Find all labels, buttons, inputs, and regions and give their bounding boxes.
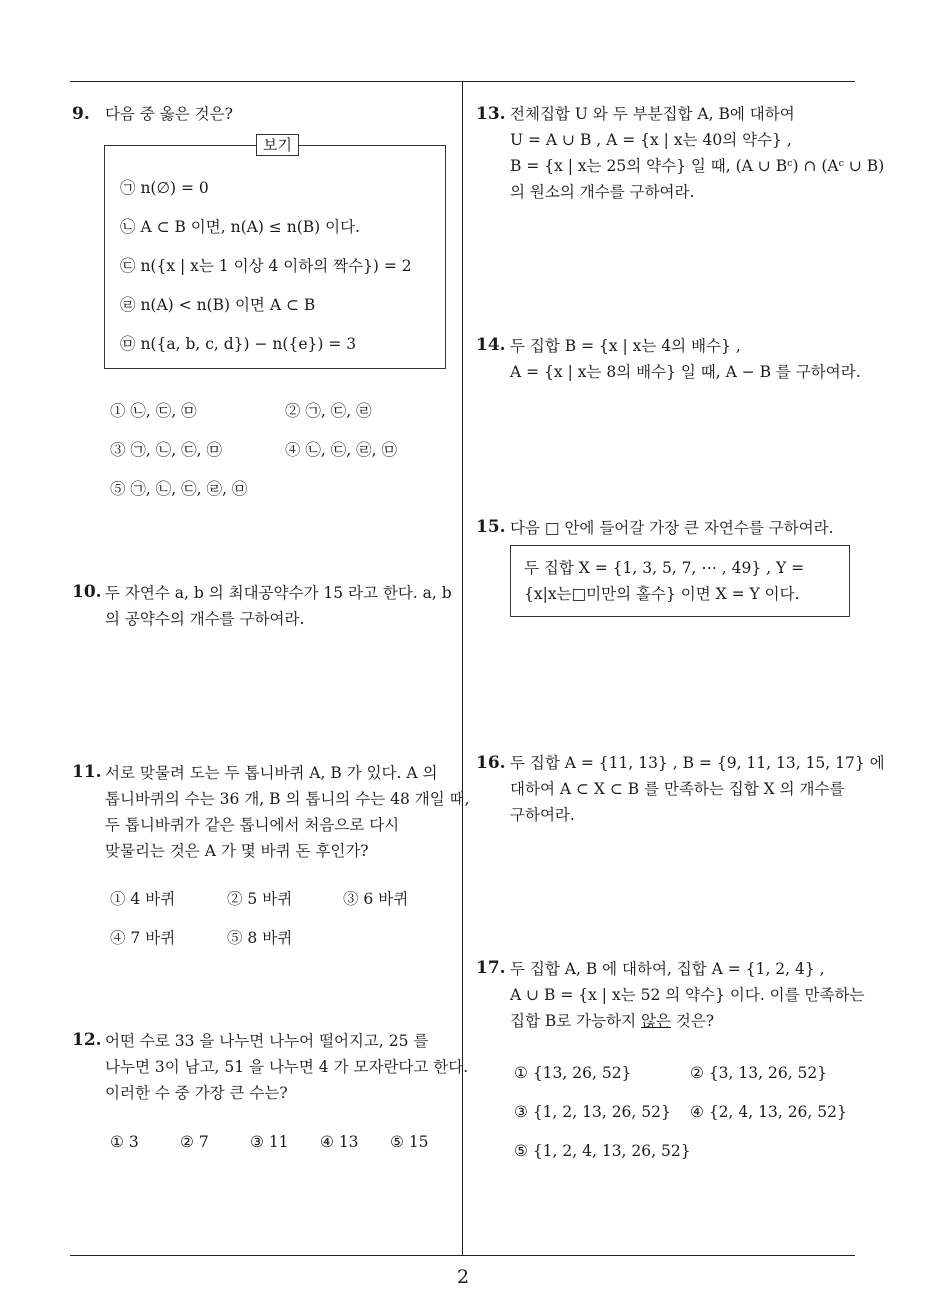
question-line: 서로 맞물려 도는 두 톱니바퀴 A, B 가 있다. A 의 [105,764,438,782]
item-mark: ㉢ [120,257,136,275]
box-line: {x|x는□미만의 홀수} 이면 X = Y 이다. [524,585,800,603]
question-number: 12. [72,1030,102,1050]
question-line: 두 집합 B = {x | x는 4의 배수} , [510,337,741,355]
item-text: n({a, b, c, d}) − n({e}) = 3 [140,335,357,353]
question-number: 13. [476,104,506,124]
question-line: B = {x | x는 25의 약수} 일 때, (A ∪ Bᶜ) ∩ (Aᶜ ∪ B) [510,157,885,175]
bogi-item [120,334,356,354]
choice-3[interactable]: ③ 11 [250,1133,289,1151]
bogi-item [120,217,360,237]
question-line: 전체집합 U 와 두 부분집합 A, B에 대하여 [510,105,795,123]
question-line: 두 집합 A, B 에 대하여, 집합 A = {1, 2, 4} , [510,960,825,978]
bogi-label: 보기 [256,134,299,156]
bogi-item [120,295,315,315]
choice-4[interactable]: ④ 7 바퀴 [110,929,176,947]
choice-5[interactable]: ⑤ 8 바퀴 [227,929,293,947]
bottom-rule [70,1255,855,1256]
choice-4[interactable]: ④ 13 [320,1133,359,1151]
line-text: 것은? [670,1012,715,1030]
question-number: 11. [72,762,102,782]
item-mark: ㉡ [120,218,136,236]
question-line: 대하여 A ⊂ X ⊂ B 를 만족하는 집합 X 의 개수를 [510,780,845,798]
question-number: 9. [72,104,90,124]
bogi-item [120,178,209,198]
choice-3[interactable]: ③ {1, 2, 13, 26, 52} [514,1103,671,1121]
choice-1[interactable]: ① {13, 26, 52} [514,1064,632,1082]
choice-5[interactable]: ⑤ ㉠, ㉡, ㉢, ㉣, ㉤ [110,480,248,498]
item-text: A ⊂ B 이면, n(A) ≤ n(B) 이다. [140,218,360,236]
choice-4[interactable]: ④ {2, 4, 13, 26, 52} [690,1103,847,1121]
choice-5[interactable]: ⑤ 15 [390,1133,429,1151]
choice-2[interactable]: ② {3, 13, 26, 52} [690,1064,828,1082]
bogi-item [120,256,412,276]
question-stem: 다음 □ 안에 들어갈 가장 큰 자연수를 구하여라. [510,519,834,537]
choice-1[interactable]: ① 4 바퀴 [110,890,176,908]
question-number: 16. [476,753,506,773]
underlined-word: 않은 [640,1012,671,1030]
question-line: U = A ∪ B , A = {x | x는 40의 약수} , [510,131,792,149]
question-stem: 다음 중 옳은 것은? [105,105,233,123]
column-divider [462,82,463,1256]
question-line: 의 공약수의 개수를 구하여라. [105,610,305,628]
question-line: A = {x | x는 8의 배수} 일 때, A − B 를 구하여라. [510,363,861,381]
question-line: 이러한 수 중 가장 큰 수는? [105,1084,288,1102]
choice-1[interactable]: ① ㉡, ㉢, ㉤ [110,402,197,420]
item-text: n(A) < n(B) 이면 A ⊂ B [140,296,316,314]
item-text: n(∅) = 0 [140,179,209,197]
item-mark: ㉣ [120,296,136,314]
box-line: 두 집합 X = {1, 3, 5, 7, ⋯ , 49} , Y = [524,559,805,577]
choice-2[interactable]: ② 5 바퀴 [227,890,293,908]
item-text: n({x | x는 1 이상 4 이하의 짝수}) = 2 [140,257,412,275]
page-number: 2 [456,1266,470,1288]
question-line: 어떤 수로 33 을 나누면 나누어 떨어지고, 25 를 [105,1032,429,1050]
question-line: 두 자연수 a, b 의 최대공약수가 15 라고 한다. a, b [105,584,452,602]
question-number: 15. [476,517,506,537]
question-line: 맞물리는 것은 A 가 몇 바퀴 돈 후인가? [105,842,369,860]
question-line: A ∪ B = {x | x는 52 의 약수} 이다. 이를 만족하는 [510,986,865,1004]
choice-4[interactable]: ④ ㉡, ㉢, ㉣, ㉤ [285,441,397,459]
item-mark: ㉠ [120,179,136,197]
question-line [510,1011,714,1031]
question-number: 17. [476,958,506,978]
choice-2[interactable]: ② 7 [180,1133,209,1151]
question-line: 두 톱니바퀴가 같은 톱니에서 처음으로 다시 [105,816,400,834]
question-number: 14. [476,335,506,355]
choice-3[interactable]: ③ 6 바퀴 [343,890,409,908]
item-mark: ㉤ [120,335,136,353]
question-line: 구하여라. [510,806,575,824]
choice-1[interactable]: ① 3 [110,1133,139,1151]
choice-5[interactable]: ⑤ {1, 2, 4, 13, 26, 52} [514,1142,691,1160]
question-line: 톱니바퀴의 수는 36 개, B 의 톱니의 수는 48 개일 때, [105,790,470,808]
question-line: 의 원소의 개수를 구하여라. [510,183,695,201]
choice-3[interactable]: ③ ㉠, ㉡, ㉢, ㉤ [110,441,222,459]
condition-box [510,545,850,617]
line-text: 집합 B로 가능하지 [510,1012,641,1030]
question-line: 두 집합 A = {11, 13} , B = {9, 11, 13, 15, 17} 에 [510,754,885,772]
question-line: 나누면 3이 남고, 51 을 나누면 4 가 모자란다고 한다. [105,1058,469,1076]
choice-2[interactable]: ② ㉠, ㉢, ㉣ [285,402,372,420]
question-number: 10. [72,582,102,602]
